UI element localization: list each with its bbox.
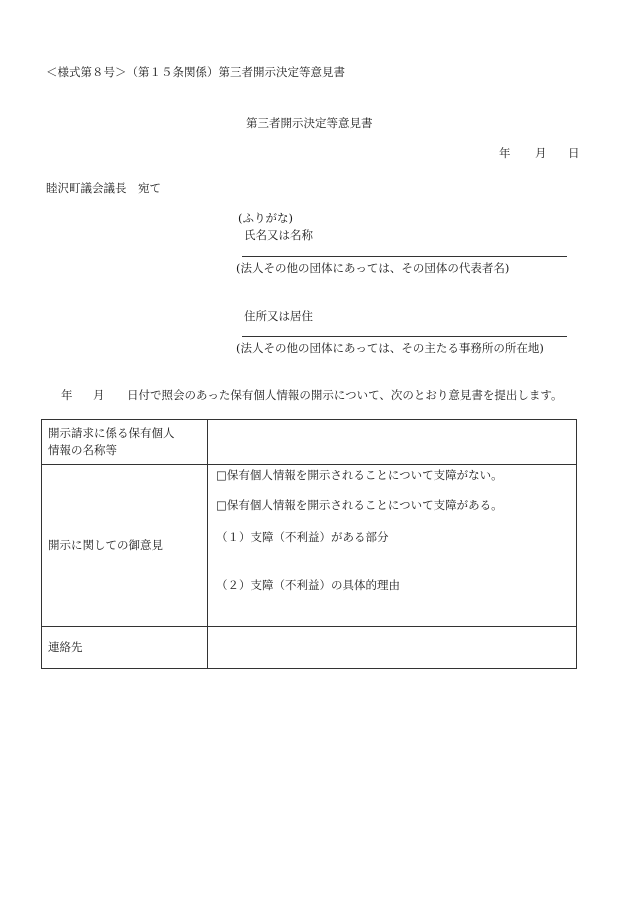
option-issue[interactable]: □保有個人情報を開示されることについて支障がある。 (216, 498, 503, 512)
table-row (42, 420, 577, 465)
sub-item-reason: （２）支障（不利益）の具体的理由 (216, 578, 400, 592)
name-underline (242, 256, 567, 257)
addressee: 睦沢町議会議長 宛て (46, 181, 161, 195)
contact-label: 連絡先 (42, 627, 208, 669)
sub-item-part: （１）支障（不利益）がある部分 (216, 530, 389, 544)
address-underline (242, 336, 567, 337)
opinion-table (41, 419, 577, 669)
date-day-label: 日 (568, 146, 580, 160)
statement-text: 日付で照会のあった保有個人情報の開示について、次のとおり意見書を提出します。 (127, 388, 563, 402)
statement-month: 月 (93, 388, 105, 402)
opinion-field[interactable] (208, 465, 577, 627)
form-number: ＜様式第８号＞（第１５条関係）第三者開示決定等意見書 (46, 65, 345, 79)
info-name-label (42, 420, 208, 465)
date-month-label: 月 (535, 146, 547, 160)
info-name-label-line1: 開示請求に係る保有個人 (48, 426, 175, 440)
furigana-label: (ふりがな) (238, 211, 293, 225)
table-row (42, 465, 577, 627)
statement-year: 年 (61, 388, 73, 402)
contact-field[interactable] (208, 627, 577, 669)
name-label: 氏名又は名称 (244, 228, 313, 242)
info-name-label-line2: 情報の名称等 (48, 443, 117, 457)
name-note: (法人その他の団体にあっては、その団体の代表者名) (236, 261, 510, 275)
address-note: (法人その他の団体にあっては、その主たる事務所の所在地) (236, 341, 544, 355)
date-year-label: 年 (499, 146, 511, 160)
document-title: 第三者開示決定等意見書 (246, 116, 373, 130)
address-label: 住所又は居住 (244, 309, 313, 323)
table-row (42, 627, 577, 669)
info-name-field[interactable] (208, 420, 577, 465)
opinion-label: 開示に関しての御意見 (42, 465, 208, 627)
option-no-issue[interactable]: □保有個人情報を開示されることについて支障がない。 (216, 468, 503, 482)
